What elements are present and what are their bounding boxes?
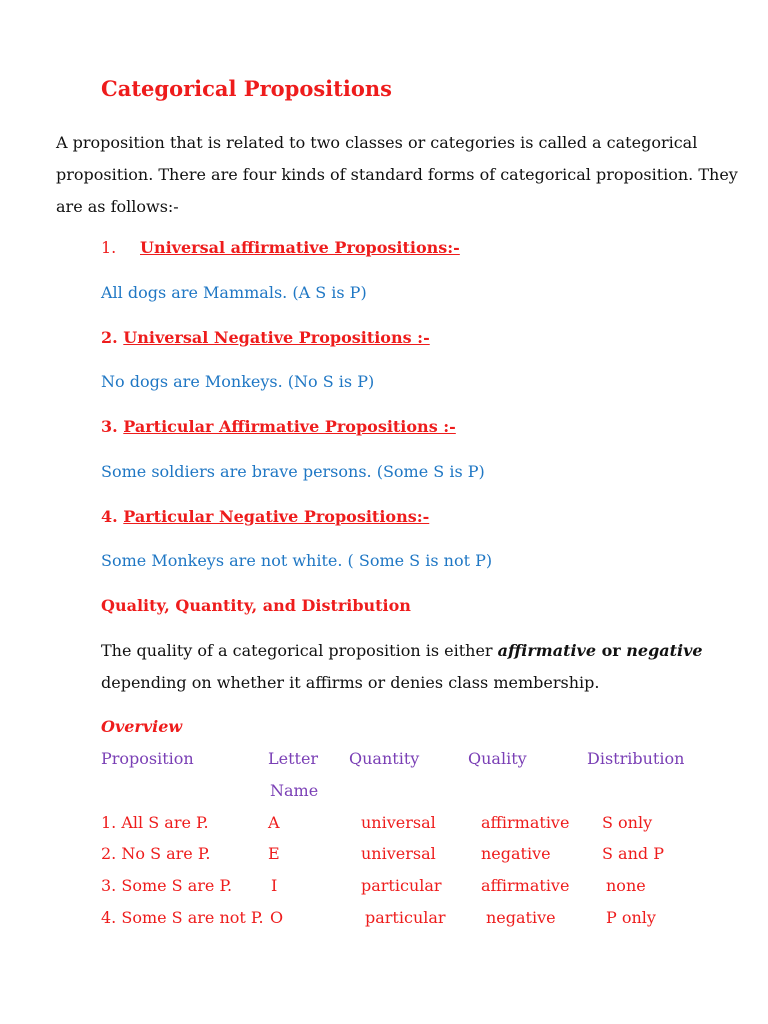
table-row-2-quality: negative bbox=[481, 844, 551, 863]
intro-line-1: A proposition that is related to two classes or categories is called a categorical bbox=[56, 133, 698, 152]
item-3-heading-line bbox=[101, 417, 456, 436]
header-quality: Quality bbox=[468, 749, 527, 768]
section-line-1 bbox=[101, 641, 703, 660]
table-row-2-proposition: 2. No S are P. bbox=[101, 844, 211, 863]
section-text-1: The quality of a categorical proposition is either bbox=[101, 641, 498, 660]
page-title: Categorical Propositions bbox=[101, 76, 392, 101]
intro-line-3: are as follows:- bbox=[56, 197, 179, 216]
item-3-example: Some soldiers are brave persons. (Some S is P) bbox=[101, 462, 485, 481]
table-row-3-letter: I bbox=[271, 876, 278, 895]
table-row-2-distribution: S and P bbox=[602, 844, 664, 863]
table-row-1-distribution: S only bbox=[602, 813, 653, 832]
table-row-4-distribution: P only bbox=[606, 908, 656, 927]
item-1-number: 1. bbox=[101, 238, 117, 257]
table-row-2-letter: E bbox=[268, 844, 280, 863]
item-3-number: 3. bbox=[101, 417, 118, 436]
item-3-heading: Particular Affirmative Propositions :- bbox=[123, 417, 456, 436]
table-row-4-quantity: particular bbox=[365, 908, 446, 927]
header-distribution: Distribution bbox=[587, 749, 685, 768]
table-row-4-letter: O bbox=[270, 908, 284, 927]
item-2-number: 2. bbox=[101, 328, 118, 347]
item-2-example: No dogs are Monkeys. (No S is P) bbox=[101, 372, 375, 391]
header-letter-name: Name bbox=[270, 781, 319, 800]
table-row-1-quantity: universal bbox=[361, 813, 436, 832]
table-row-2-quantity: universal bbox=[361, 844, 436, 863]
table-row-1-letter: A bbox=[268, 813, 280, 832]
table-row-3-quality: affirmative bbox=[481, 876, 570, 895]
header-quantity: Quantity bbox=[349, 749, 420, 768]
table-row-1-proposition: 1. All S are P. bbox=[101, 813, 209, 832]
intro-line-2: proposition. There are four kinds of standard forms of categorical proposition. They bbox=[56, 165, 738, 184]
section-line-2: depending on whether it affirms or denies class membership. bbox=[101, 673, 600, 692]
item-1-heading: Universal affirmative Propositions:- bbox=[140, 238, 460, 257]
item-4-number: 4. bbox=[101, 507, 118, 526]
table-row-3-distribution: none bbox=[606, 876, 646, 895]
table-row-1-quality: affirmative bbox=[481, 813, 570, 832]
term-or: or bbox=[596, 641, 627, 660]
table-row-4-quality: negative bbox=[486, 908, 556, 927]
item-2-heading-line bbox=[101, 328, 430, 347]
term-negative: negative bbox=[626, 641, 703, 660]
table-row-4-proposition: 4. Some S are not P. bbox=[101, 908, 264, 927]
intro-paragraph bbox=[56, 127, 738, 223]
table-row-3-quantity: particular bbox=[361, 876, 442, 895]
overview-label: Overview bbox=[101, 717, 183, 736]
item-4-heading-line bbox=[101, 507, 429, 526]
header-proposition: Proposition bbox=[101, 749, 194, 768]
section-heading: Quality, Quantity, and Distribution bbox=[101, 596, 411, 615]
header-letter: Letter bbox=[268, 749, 319, 768]
table-row-3-proposition: 3. Some S are P. bbox=[101, 876, 233, 895]
term-affirmative: affirmative bbox=[497, 641, 597, 660]
item-1-example: All dogs are Mammals. (A S is P) bbox=[101, 283, 367, 302]
item-2-heading: Universal Negative Propositions :- bbox=[123, 328, 430, 347]
item-4-example: Some Monkeys are not white. ( Some S is not P) bbox=[101, 551, 493, 570]
item-4-heading: Particular Negative Propositions:- bbox=[123, 507, 430, 526]
